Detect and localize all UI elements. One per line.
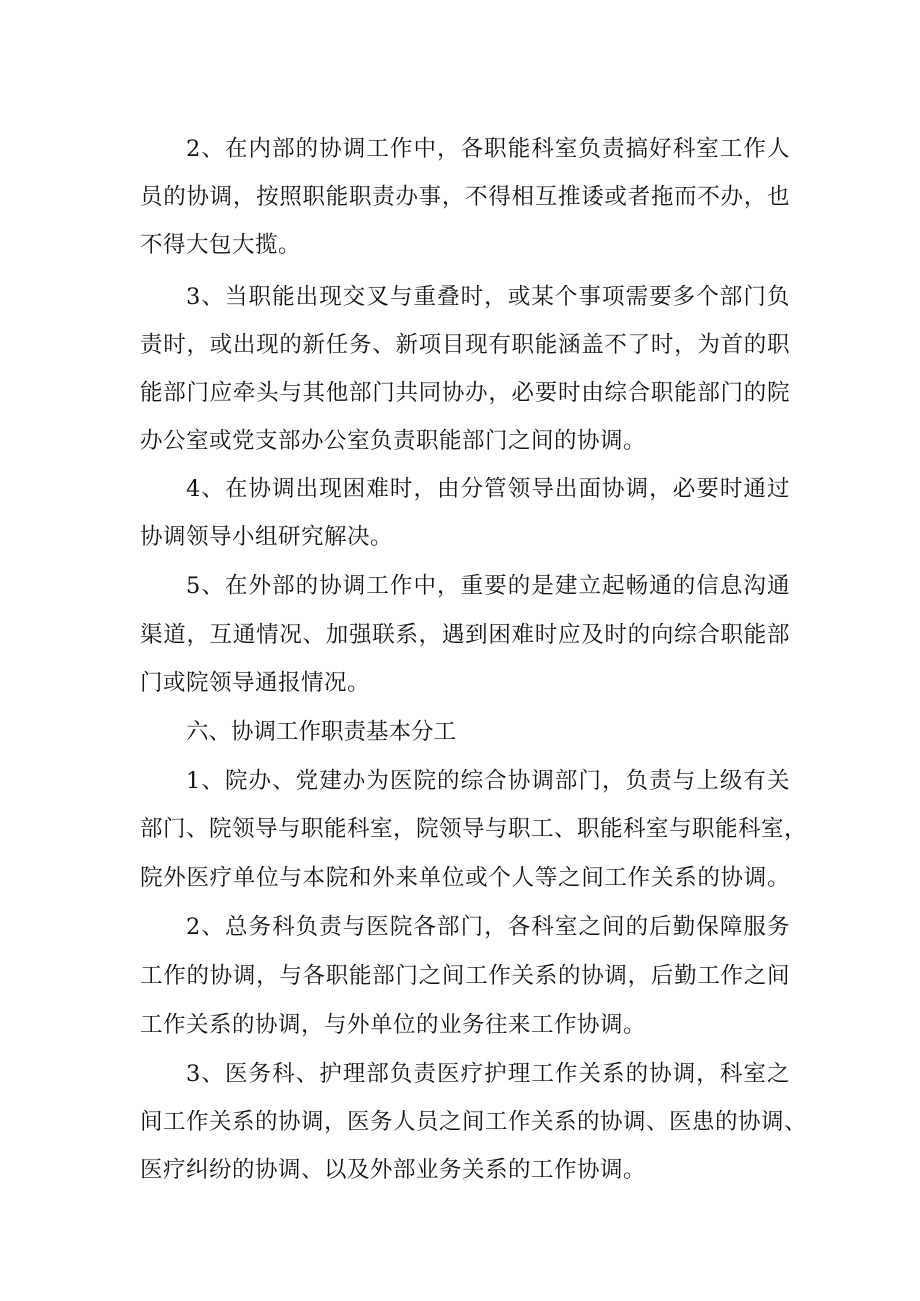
paragraph-line: 院外医疗单位与本院和外来单位或个人等之间工作关系的协调。 (140, 865, 790, 891)
paragraph-line: 4、在协调出现困难时，由分管领导出面协调，必要时通过 (186, 476, 790, 502)
paragraph-line: 协调领导小组研究解决。 (140, 524, 394, 550)
paragraph-line: 不得大包大揽。 (140, 232, 302, 258)
paragraph-line: 3、当职能出现交叉与重叠时，或某个事项需要多个部门负 (186, 284, 790, 310)
paragraph-line: 门或院领导通报情况。 (140, 670, 371, 696)
paragraph-line: 员的协调，按照职能职责办事，不得相互推诿或者拖而不办，也 (140, 184, 790, 210)
paragraph-line: 办公室或党支部办公室负责职能部门之间的协调。 (140, 428, 647, 454)
paragraph-line: 能部门应牵头与其他部门共同协办，必要时由综合职能部门的院 (140, 380, 790, 406)
paragraph-line: 1、院办、党建办为医院的综合协调部门，负责与上级有关 (186, 768, 790, 794)
paragraph-line: 3、医务科、护理部负责医疗护理工作关系的协调，科室之 (186, 1061, 790, 1087)
paragraph-line: 部门、院领导与职能科室，院领导与职工、职能科室与职能科室， (140, 816, 808, 842)
paragraph-line: 工作的协调，与各职能部门之间工作关系的协调，后勤工作之间 (140, 963, 790, 989)
paragraph-line: 责时，或出现的新任务、新项目现有职能涵盖不了时，为首的职 (140, 332, 790, 358)
paragraph-line: 间工作关系的协调，医务人员之间工作关系的协调、医患的协调、 (140, 1109, 808, 1135)
paragraph-line: 医疗纠纷的协调、以及外部业务关系的工作协调。 (140, 1157, 647, 1183)
paragraph-line: 2、总务科负责与医院各部门，各科室之间的后勤保障服务 (186, 914, 790, 940)
paragraph-line: 工作关系的协调，与外单位的业务往来工作协调。 (140, 1012, 647, 1038)
paragraph-line: 渠道，互通情况、加强联系，遇到困难时应及时的向综合职能部 (140, 622, 790, 648)
section-heading: 六、协调工作职责基本分工 (186, 719, 457, 745)
paragraph-line: 2、在内部的协调工作中，各职能科室负责搞好科室工作人 (186, 136, 790, 162)
paragraph-line: 5、在外部的协调工作中，重要的是建立起畅通的信息沟通 (186, 573, 790, 599)
